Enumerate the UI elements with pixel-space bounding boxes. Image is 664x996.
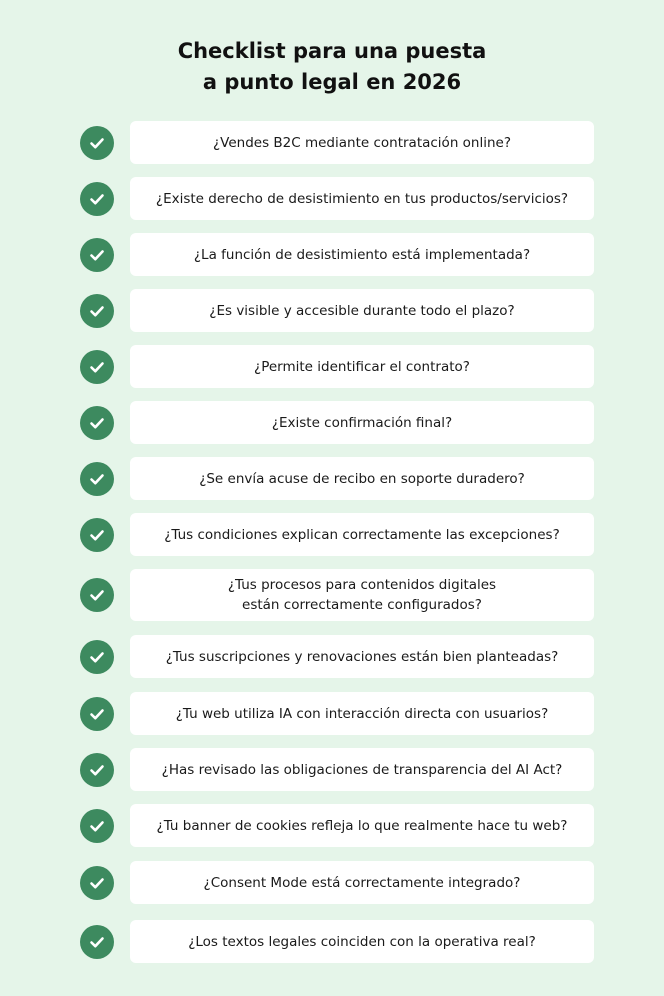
checklist-question: [130, 457, 594, 500]
checklist-item: [0, 177, 664, 220]
question-text: ¿Consent Mode está correctamente integrado?: [203, 874, 521, 891]
question-text: ¿Los textos legales coinciden con la operativa real?: [188, 933, 536, 950]
check-circle-icon: [80, 462, 114, 496]
question-text: ¿Tus suscripciones y renovaciones están bien planteadas?: [165, 648, 559, 665]
check-circle-icon: [80, 238, 114, 272]
checklist-item: [0, 233, 664, 276]
checklist-item: [0, 457, 664, 500]
check-circle-icon: [80, 866, 114, 900]
checklist-item: [0, 401, 664, 444]
checklist-item: [0, 513, 664, 556]
checklist-item: [0, 569, 664, 621]
check-circle-icon: [80, 182, 114, 216]
question-text: ¿La función de desistimiento está implementada?: [193, 246, 531, 263]
checklist-item: [0, 692, 664, 735]
page-title: [0, 36, 664, 98]
check-circle-icon: [80, 697, 114, 731]
check-circle-icon: [80, 925, 114, 959]
checklist-question: [130, 345, 594, 388]
checklist-item: [0, 345, 664, 388]
check-circle-icon: [80, 809, 114, 843]
check-circle-icon: [80, 294, 114, 328]
checklist-question: [130, 233, 594, 276]
checklist-question: [130, 692, 594, 735]
question-text: ¿Es visible y accesible durante todo el plazo?: [209, 302, 515, 319]
question-text: ¿Tus procesos para contenidos digitales están correctamente configurados?: [227, 577, 497, 613]
check-circle-icon: [80, 578, 114, 612]
checklist-question: [130, 635, 594, 678]
checklist-question: [130, 920, 594, 963]
title-line-2: a punto legal en 2026: [202, 70, 462, 94]
question-text: ¿Has revisado las obligaciones de transparencia del AI Act?: [161, 761, 563, 778]
check-circle-icon: [80, 406, 114, 440]
question-text: ¿Tu web utiliza IA con interacción directa con usuarios?: [175, 705, 549, 722]
checklist-question: [130, 121, 594, 164]
question-text: ¿Vendes B2C mediante contratación online?: [212, 134, 512, 151]
question-text: ¿Se envía acuse de recibo en soporte duradero?: [199, 470, 525, 487]
checklist-question: [130, 804, 594, 847]
checklist-item: [0, 920, 664, 963]
checklist-item: [0, 289, 664, 332]
checklist-question: [130, 289, 594, 332]
question-text: ¿Permite identificar el contrato?: [254, 358, 470, 375]
question-text: ¿Existe derecho de desistimiento en tus productos/servicios?: [155, 190, 569, 207]
question-text: ¿Existe confirmación final?: [271, 414, 453, 431]
checklist-question: [130, 569, 594, 621]
title-line-1: Checklist para una puesta: [177, 39, 487, 63]
question-text: ¿Tu banner de cookies refleja lo que realmente hace tu web?: [156, 817, 568, 834]
checklist-item: [0, 861, 664, 904]
check-circle-icon: [80, 518, 114, 552]
checklist-question: [130, 401, 594, 444]
checklist-item: [0, 804, 664, 847]
checklist-item: [0, 121, 664, 164]
checklist-question: [130, 177, 594, 220]
check-circle-icon: [80, 640, 114, 674]
checklist-question: [130, 513, 594, 556]
check-circle-icon: [80, 350, 114, 384]
checklist-item: [0, 748, 664, 791]
question-text: ¿Tus condiciones explican correctamente las excepciones?: [164, 526, 560, 543]
checklist-question: [130, 748, 594, 791]
check-circle-icon: [80, 126, 114, 160]
check-circle-icon: [80, 753, 114, 787]
checklist-item: [0, 635, 664, 678]
checklist-question: [130, 861, 594, 904]
